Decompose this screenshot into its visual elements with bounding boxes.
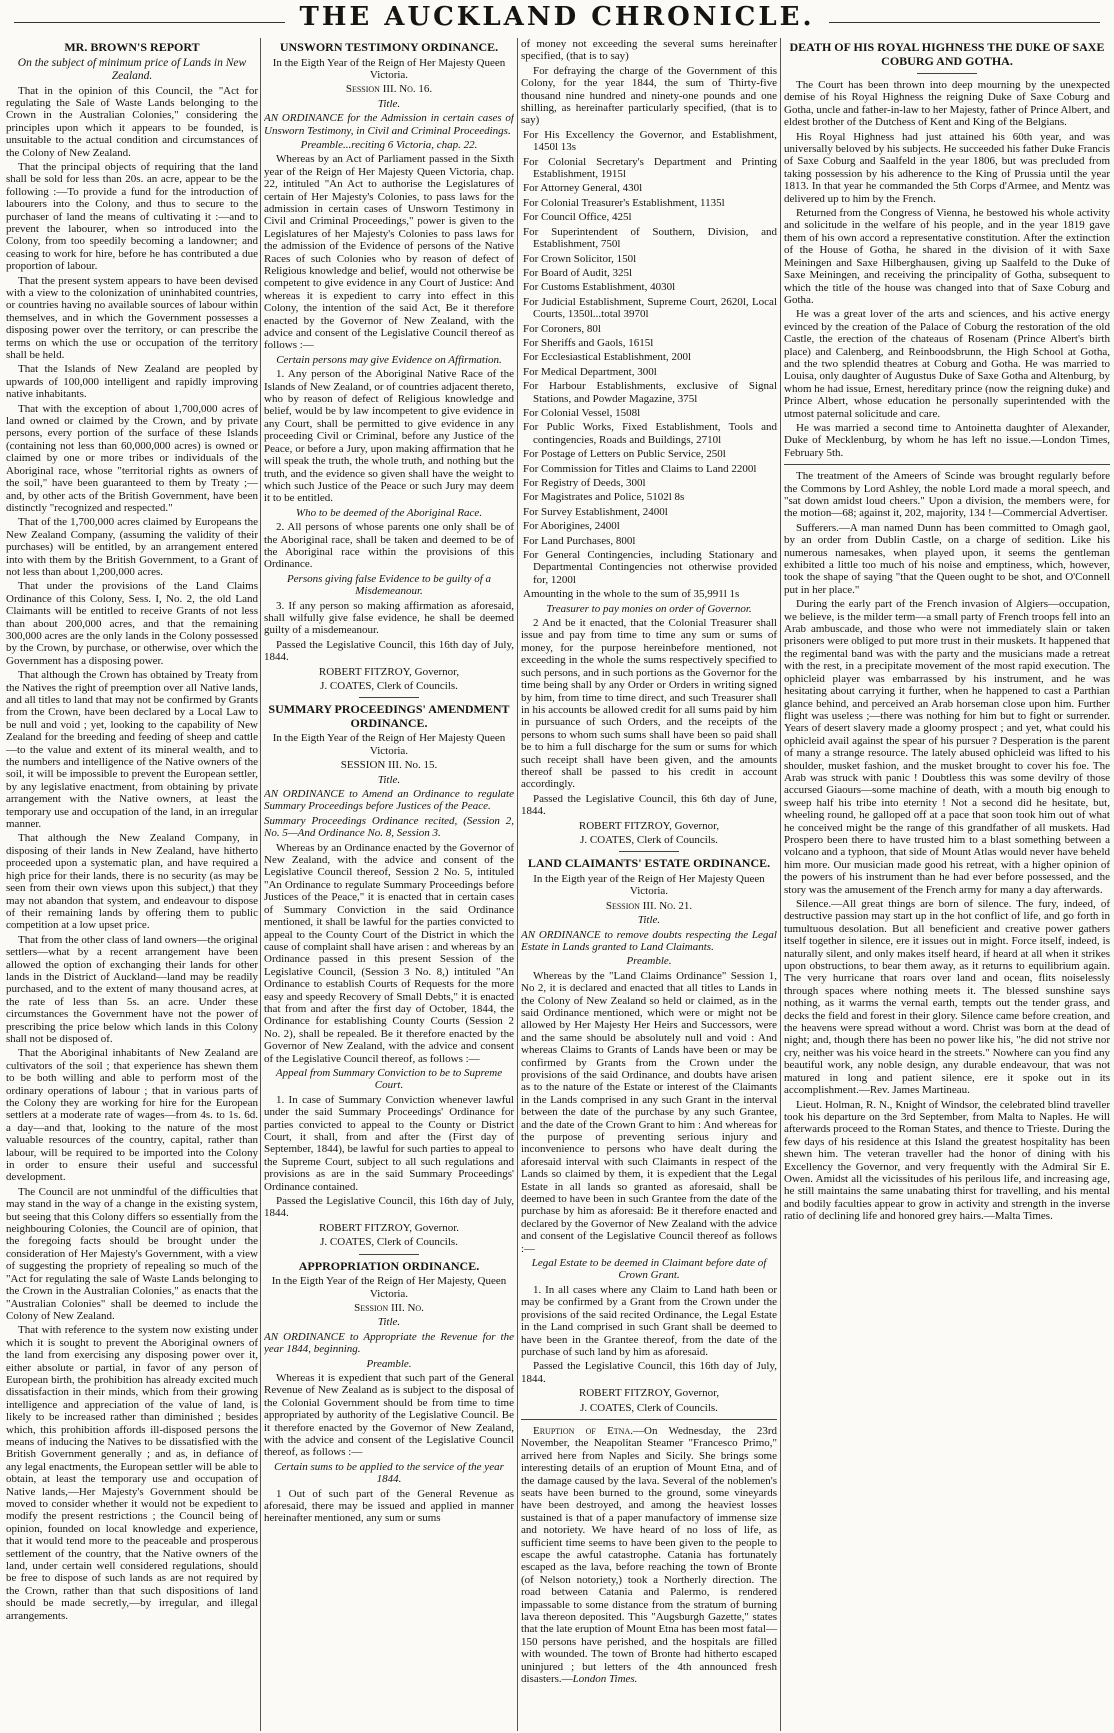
ordinance-section: 3. If any person so making affirmation as aforesaid, shall wilfully give false evidence, he shall be deemed guilty of a misdemeanour. [264,599,514,637]
column-4 [784,38,1110,1731]
news-item-headline: Eruption of Etna. [533,1424,633,1437]
report-paragraph: That the Islands of New Zealand are peopled by upwards of 100,000 intelligent and rapidly improving native inhabitants. [6,363,258,401]
appropriation-item: For General Contingencies, including Stationary and Departmental Contingencies not otherwise provided for, 1200l [523,549,777,586]
ordinance-description: AN ORDINANCE to Amend an Ordinance to regulate Summary Proceedings before Justices of the Peace. [264,788,514,813]
article-paragraph: Silence.—All great things are born of silence. The fury, indeed, of destructive passion may start up in the hot conflict of life, and go forth in tumultuous desolation. But all beneficient and creative power gathers itself together in silence, ere it issues out in might. Force itself, indeed, is naturally silent, and only makes itself heard, if heard at all when it strikes upon obstructions, to bear them away, as it returns to equilibrium again. The very hurricane that roars over land and ocean, flits noiselessly through spaces where nothing meets it. The blessed sunshine says nothing, as it warms the vernal earth, tempts out the tender grass, and decks the field and forest in their glory. Silence came before creation, and the heavens were spread without a word. Christ was born at the dead of night; and, though there has been no power like his, "he did not strive nor cry, neither was his voice heard in the streets." Nowhere can you find any beautiful work, any noble design, any durable endeavour, that was not matured in long and patient silence, ere it spoke out in its accomplishment.—Rev. James Martineau. [784,898,1110,1097]
article-paragraph: He was a great lover of the arts and sciences, and his active energy evinced by the creation of the Palace of Coburg the restoration of the old Castle, the erection of the chateaus of Rosenam (Prince Albert's birth place) and Calenberg, and Reinboodsbrunn, the High School at Gotha, and the two splendid theatres at Coburg and Gotha. He was married to Louisa, only daughter of Augustus Duke of Saxe Gotha and Altenburg, by whom he had issue, Ernest, hereditary prince (now the reigning duke) and Prince Albert, whose education he personally superintended with the utmost paternal solicitude and care. [784,308,1110,420]
ordinance-section: 1. Any person of the Aboriginal Native Race of the Islands of New Zealand, or of countries adjacent thereto, who by reason of defect of Religious knowledge and belief, would be by law incompetent to give evidence in any Court, shall be permitted to give evidence in any proceeding Civil or Criminal, before any Justice of the Peace, or before a Jury, upon making affirmation that he will speak the truth, the whole truth, and nothing but the truth, and the evidence so given shall have the weight to which such Justice of the Peace or such Jury may deem it to be entitled. [264,368,514,505]
newspaper-title: THE AUCKLAND CHRONICLE. [285,2,828,32]
ordinance-section: 2. All persons of whose parents one only shall be of the Aboriginal race, shall be taken and deemed to be of the Aboriginal race within the provisions of this Ordinance. [264,521,514,571]
report-heading: MR. BROWN'S REPORT [64,40,200,54]
report-paragraph: That although the Crown has obtained by Treaty from the Natives the right of preemption over all Native lands, and all titles to land that may not be confirmed by Grants from the Crown, have been declared by a Local Law to be null and void ; yet, looking to the capability of New Zealand for the breeding and feeding of sheep and cattle—to the value and extent of its mineral wealth, and to the numbers and intelligence of the Native owners of the soil, it will be impossible to prevent the European settler, by any legislative enactment, from obtaining by private arrangement with the Native owners, at least the temporary use and occupation of the land, in an irregular manner. [6,669,258,831]
section-rule [619,851,679,852]
ordinance-description: AN ORDINANCE for the Admission in certain cases of Unsworn Testimony, in Civil and Criminal Proceedings. [264,112,514,137]
signature-governor: ROBERT FITZROY, Governor, [318,665,460,678]
signature-governor: ROBERT FITZROY, Governor, [578,819,720,832]
ordinance-passed: Passed the Legislative Council, this 16th day of July, 1844. [264,1195,514,1220]
ordinance-description: AN ORDINANCE to Appropriate the Revenue for the year 1844, beginning. [264,1330,514,1356]
article-paragraph: His Royal Highness had just attained his 60th year, and was universally beloved by his subjects. He succeeded his father Duke Francis of Saxe Coburg and Saalfeld in the year 1806, but was precluded from taking possession by his adherence to the King of Prussia until the year 1813. In that year he commanded the 5th Corps d'Armee, and Mentz was delivered up to him by the French. [784,130,1110,205]
signature-clerk: J. COATES, Clerk of Councils. [320,680,458,692]
appropriation-item: For Council Office, 425l [523,211,632,224]
ordinance-subheading: Who to be deemed of the Aboriginal Race. [295,506,483,519]
report-paragraph: That the principal objects of requiring that the land shall be sold for less than 20s. an acre, appear to be the following :—To provide a fund for the introduction of labourers into the Colony, and thus to secure to the purchaser of land the means of cultivating it :—and to prevent the labourer, when so introduced into the Colony, from too speedily becoming a landowner; and ceasing to work for hire, before he has contributed a due proportion of labour. [6,160,258,273]
appropriation-item: For Crown Solicitor, 150l [523,252,637,265]
appropriation-item: For His Excellency the Governor, and Establishment, 1450l 13s [523,128,777,154]
report-subheading: On the subject of minimum price of Lands in New Zealand. [17,56,247,82]
appropriation-item: For Board of Audit, 325l [523,266,633,279]
ordinance-reign: In the Eigth Year of the Reign of Her Majesty Queen Victoria. [272,56,506,81]
article-paragraph: The Court has been thrown into deep mourning by the unexpected demise of his Royal Highness the reigning Duke of Saxe Coburg and Gotha, uncle and father-in-law to her Majesty, father of Prince Albert, and eldest brother of the Dutchess of Kent and King of the Belgians. [784,79,1110,129]
ordinance-title-label: Title. [377,1316,401,1329]
appropriation-item: For Superintendent of Southern, Division, and Establishment, 750l [523,225,777,251]
ordinance-passed: Passed the Legislative Council, this 16th day of July, 1844. [264,638,514,664]
ordinance-subheading: Treasurer to pay monies on order of Governor. [546,602,752,615]
report-paragraph: That in the opinion of this Council, the "Act for regulating the Sale of Waste Lands belonging to the Crown in the Australian Colonies," considering the principles upon which it appears to be founded, is unsuitable to the actual condition and circumstances of the Colony of New Zealand. [6,84,258,159]
report-paragraph: That the present system appears to have been devised with a view to the colonization of uninhabited countries, or countries having no available sources of labour within themselves, and in which the Government possesses a disposing power over the territory, or can prescribe the terms on which the use or occupation of the territory shall be held. [6,274,258,362]
signature-clerk: J. COATES, Clerk of Councils. [580,833,718,846]
ordinance-preamble: Preamble. [626,955,672,968]
ordinance-title: LAND CLAIMANTS' ESTATE ORDINANCE. [527,856,771,871]
appropriation-item: For Colonial Treasurer's Establishment, 1135l [523,196,725,209]
ordinance-session: Session III. No. [354,1301,424,1314]
ordinance-section: 1. In all cases where any Claim to Land hath been or may be confirmed by a Grant from the Crown under the provisions of the said recited Ordinance, the Legal Estate in the Land comprised in such Grant shall be deemed to have been in the Grantee thereof, from the date of the purchase of such land by him as aforesaid. [521,1283,777,1358]
appropriation-item: For Customs Establishment, 4030l [523,281,676,294]
section-rule [917,73,977,74]
appropriation-total: Amounting in the whole to the sum of 35,991l 1s [523,588,740,601]
ordinance-section: 2 And be it enacted, that the Colonial Treasurer shall issue and pay from time to time any sum or sums of money, for the purpose hereinbefore mentioned, not exceeding in the whole the sums respectively specified to such persons, and in such portions as the Governor for the time being shall by any Order or Orders in writing signed by him, from time to time direct, and such Treasurer shall in his accounts be allowed credit for all sums paid by him in pursuance of such Orders, and the receipts of the persons to whom such sums shall have been so paid shall be to him a full discharge for the sum or sums for which such receipt shall have been given, and the amounts thereof shall be passed to his credit in account accordingly. [521,617,777,791]
ordinance-title-label: Title. [637,914,661,927]
ordinance-subheading: Persons giving false Evidence to be guilty of a Misdemeanour. [286,572,492,598]
ordinance-title: APPROPRIATION ORDINANCE. [298,1258,480,1273]
ordinance-passed: Passed the Legislative Council, this 6th day of June, 1844. [521,792,777,818]
report-paragraph: The Council are not unmindful of the difficulties that may stand in the way of a change in the existing system, but seeing that this Colony differs so essentially from the neighbouring Colonies, the Council are of opinion, that the foregoing facts should be brought under the consideration of Her Majesty's Government, with a view of suggesting the propriety of repealing so much of the "Act for regulating the sale of Waste Lands belonging to the Crown in the Australian Colonies," as enacts that the "Australian Colonies" shall be deemed to include the Colony of New Zealand. [6,1185,258,1322]
appropriation-item: For Coroners, 80l [523,322,601,335]
ordinance-description: AN ORDINANCE to remove doubts respecting the Legal Estate in Lands granted to Land Claimants. [521,928,777,953]
ordinance-title-label: Title. [377,97,401,110]
ordinance-session: Session III. No. 16. [345,83,433,96]
column-2 [264,38,514,1731]
ordinance-body: Whereas by an Ordinance enacted by the Governor of New Zealand, with the advice and consent of the Legislative Council thereof, Session 2 No. 5, intituled "An Ordinance to regulate Summary Proceedings before Justices of the Peace," it is enacted that in certain cases of Summary Conviction in the said Ordinance mentioned, it shall be lawful for the parties convicted to appeal to the County Court of the District in which the cause of complaint shall have arisen : and whereas by an Ordinance passed in this present Session of the Legislative Council, (Session 3 No. 8,) intituled "An Ordinance to establish Courts of Requests for the more easy and speedy Recovery of Small Debts," it is enacted that from and after the first day of October, 1844, the Ordinance for establishing County Courts (Session 2 No. 2), shall be repealed. Be it therefore enacted by the Governor of New Zealand, with the advice and consent of the Legislative Council thereof, as follows :— [264,841,514,1065]
ordinance-passed: Passed the Legislative Council, this 16th day of July, 1844. [521,1360,777,1385]
appropriation-item: For Sheriffs and Gaols, 1615l [523,336,654,349]
section-rule [359,697,419,698]
news-item-etna: Eruption of Etna.—On Wednesday, the 23rd November, the Neapolitan Steamer "Francesco Primo," arrived here from Naples and Sicily. She brings some interesting details of an eruption of Mount Etna, and of the damage caused by the lava. Several of the noblemen's seats have been burned to the ground, some vineyards have been destroyed, and among the heaviest losses sustained is that of a paper manufactory of immense size and notoriety. We have heard of no loss of life, as sufficient time seems to have been given to the people to escape the awful catastrophe. Catania has fortunately escaped as the lava, before reaching the town of Bronte (of Nelson notoriety,) took a Northerly direction. The road between Catania and Palermo, is rendered impassable to some distance from the stratum of burning lava thereon deposited. This "Augsburgh Gazette," states that the late eruption of Mount Etna has been most fatal—150 persons have perished, and the hospitals are filled with wounded. The town of Bronte had hitherto escaped uninjured ; but letters of the 4th announced fresh disasters.—London Times. [521,1424,777,1686]
appropriation-item: For Ecclesiastical Establishment, 200l [523,351,692,364]
appropriation-item: For Land Purchases, 800l [523,534,636,547]
appropriation-item: For Commission for Titles and Claims to Land 2200l [523,462,757,475]
news-item-body: On Wednesday, the 23rd November, the Neapolitan Steamer "Francesco Primo," arrived here from Naples and Sicily. She brings some interesting details of an eruption of Mount Etna, and of the damage caused by the lava. Several of the noblemen's seats have been burned to the ground, some vineyards have been destroyed, and among the heaviest losses sustained is that of a paper manufactory of immense size and notoriety. We have heard of no loss of life, as sufficient time seems to have been given to the people to escape the awful catastrophe. Catania has fortunately escaped as the lava, before reaching the town of Bronte (of Nelson notoriety,) took a Northerly direction. The road between Catania and Palermo, is rendered impassable to some distance from the stratum of burning lava thereon deposited. This "Augsburgh Gazette," states that the late eruption of Mount Etna has been most fatal—150 persons have perished, and the hospitals are filled with wounded. The town of Bronte had hitherto escaped uninjured ; but letters of the 4th announced fresh disasters. [521,1424,777,1686]
column-divider [780,38,781,1731]
report-paragraph: That under the provisions of the Land Claims Ordinance of this Colony, Sess. I, No. 2, the old Land Claimants will be entitled to receive Grants of not less than about 200,000 acres, and that the remaining 300,000 acres are the only lands in the Colony possessed by the Crown, by purchase, or otherwise, over which the Government has a disposing power. [6,580,258,667]
appropriation-continued: For defraying the charge of the Government of this Colony, for the year 1844, the sum of Thirty-five thousand nine hundred and ninety-one pounds and one shilling, as hereinafter particularly specified, (that is to say) [521,64,777,127]
column-3 [521,38,777,1731]
ordinance-session: Session III. No. 21. [605,899,693,912]
ordinance-body: Whereas it is expedient that such part of the General Revenue of New Zealand as is subject to the disposal of the Colonial Government should be from time to time appropriated by authority of the Legislative Council. Be it therefore enacted by the Governor of New Zealand, with the advice and consent of the Legislative Council thereof, as follows :— [264,1372,514,1459]
ordinance-title: SUMMARY PROCEEDINGS' AMENDMENT ORDINANCE. [268,702,510,730]
article-paragraph: During the early part of the French invasion of Algiers—occupation, we believe, is the milder term—a small party of French troops fell into an Arab ambuscade, and those who were not immediately slain or taken prisoners were obliged to put more trust in their muskets. It happened that the regimental band was with the party and the musicians made a retreat with the rest, in a precipitate movement of the most rapid execution. The ophicleid player was embarrassed by his instrument, and he was hesitating about carrying it further, when he happened to cast a Parthian glance behind, and perceived an Arab horseman close upon him. Further flight was useless ;—there was nothing for him but to fight or surrender. Years of desert slavery made a gloomy prospect ; and yet, what could his ophicleid avail against the spear of his pursuer ? Desperation is the parent of many a strange resource. The lately abused ophicleid was lifted to his shoulder, musket fashion, and the musket brought to cover his foe. The Arab was struck with panic ! Doubtless this was some devilry of those accursed Giaours—some machine of death, with a mouth big enough to sweep half his tribe into eternity ! Not a second did he hesitate, but, wheeling round, he galloped off at a pace that soon took him out of what he conceived might be the range of this grandfather of all muskets. Had Prospero been there to have trusted him to a blast something between a volcano and a typhoon, that side of Mount Atlas would never have beheld him more. Our musician made good his retreat, with a higher opinion of the powers of his instrument than he had ever before possessed, and the story was the amusement of the French army for many a day afterwards. [784,598,1110,896]
article-paragraph: Returned from the Congress of Vienna, he bestowed his whole activity and solicitude in the welfare of his people, and in the year 1819 gave them of his own accord a representative constitution. After the extinction of the House of Gotha, he shared in the division of it with Saxe Meiningen and Saxe Hilberghausen, giving up Saalfeld to the Duke of Saxe Meiningen, and receiving the principality of Gotha, subsequent to which the title of the house was changed into that of Saxe Coburg and Gotha. [784,207,1110,306]
article-paragraph: Lieut. Holman, R. N., Knight of Windsor, the celebrated blind traveller took his departure on the 3rd September, from Malta to Naples. He will afterwards proceed to the Roman States, and thence to Trieste. During the few days of his residence at this Island the greatest hospitality has been shewn him. The veteran traveller had the honor of dining with his Excellency the Governor, and very frequently with the Admiral Sir E. Owen. Amidst all the vicissitudes of his perilous life, and increasing age, he still maintains the same unabating thirst for travelling, and his mental and bodily faculties appear to grow in activity and strength in the inverse ratio of declining life and honored grey hairs.—Malta Times. [784,1098,1110,1223]
report-paragraph: That although the New Zealand Company, in disposing of their lands in New Zealand, have hitherto proceeded upon a systematic plan, and have required a high price for their lands, there is no security (as may be seen from their own views upon this subject,) that they may not abandon that system, and endeavour to dispose of their remaining lands by offering them to public competition at a low upset price. [6,832,258,932]
signature-governor: ROBERT FITZROY, Governor, [578,1387,720,1400]
article-heading: DEATH OF HIS ROYAL HIGHNESS THE DUKE OF SAXE COBURG AND GOTHA. [789,40,1105,68]
column-divider [517,38,518,1731]
report-paragraph: That from the other class of land owners—the original settlers—what by a recent arrangement have been allowed the option of exchanging their lands for other lands in the District of Auckland—land may be readily purchased, and to the extent of many thousand acres, at the rate of less than 5s. an acre. Under these circumstances the Government have not the power of prescribing the price below which lands in this Colony shall not be disposed of. [6,933,258,1045]
appropriation-item: For Registry of Deeds, 300l [523,477,646,489]
appropriation-item: For Postage of Letters on Public Service, 250l [523,448,726,461]
ordinance-subheading: Legal Estate to be deemed in Claimant before date of Crown Grant. [531,1257,767,1282]
appropriation-item: For Colonial Vessel, 1508l [523,406,641,419]
appropriation-item: For Colonial Secretary's Department and Printing Establishment, 1915l [523,155,777,181]
article-paragraph: He was married a second time to Antoinetta daughter of Alexander, Duke of Mecklenburg, by whom he has left no issue.—London Times, February 5th. [784,421,1110,459]
news-item-source: London Times. [572,1673,638,1686]
appropriation-item: For Aborigines, 2400l [523,520,620,533]
appropriation-item: For Public Works, Fixed Establishment, Tools and contingencies, Roads and Buildings, 2710l [523,421,777,446]
signature-clerk: J. COATES, Clerk of Councils. [580,1401,718,1414]
ordinance-body: Whereas by an Act of Parliament passed in the Sixth year of the Reign of Her Majesty Queen Victoria, chap. 22, intituled "An Act to authorise the Legislatures of certain of Her Majesty's Colonies, to pass laws for the admission in certain cases of Unsworn Testimony in Civil and Criminal Proceedings," power is given to the Legislatures of her Majesty's Colonies to pass laws for the admission of the Evidence of persons of the Native Races of such Colonies who by reason of defect of Religious knowledge and belief, would not otherwise be competent to give evidence in any Court of Justice: And whereas it is expedient to carry into effect in this Colony, the intention of the said Act, Be it therefore enacted by the Governor of New Zealand, with the advice and consent of the Legislative Council thereof as follows :— [264,153,514,352]
ordinance-reign: In the Eigth Year of the Reign of Her Majesty Queen Victoria. [272,732,506,757]
appropriation-item: For Judicial Establishment, Supreme Court, 2620l, Local Courts, 1350l...total 3970l [523,295,777,321]
ordinance-subheading: Certain persons may give Evidence on Affirmation. [276,353,502,366]
ordinance-reign: In the Eigth Year of the Reign of Her Majesty, Queen Victoria. [271,1275,507,1300]
ordinance-body: Whereas by the "Land Claims Ordinance" Session 1, No 2, it is declared and enacted that all titles to Lands in the Colony of New Zealand so held or claimed, as in the said Ordinance mentioned, which were or might not be allowed by Her Majesty Her Heirs and Successors, were and the same should be absolutely null and void : And whereas Claims to Grants of Lands have been or may be confirmed by Grants from the Crown under the provisions of the said Ordinance, and doubts have arisen as to the nature of the Estate or interest of the Claimants in the Lands comprised in any such Grant in the interval between the date of the purchase by any such Grantee, and the date of the Crown Grant to him : And whereas for the purpose of preventing serious injury and inconvenience to persons who have dealt during the aforesaid interval with such Claimants in respect of the Lands so claimed by them, it is expedient that the Legal Estate in all lands so granted as aforesaid, shall be deemed to have been in such Grantee from the date of the purchase by him as aforesaid: Be it therefore enacted and declared by the Governor of New Zealand with the advice and consent of the Legislative Council thereof as follows :— [521,969,777,1255]
article-paragraph: Sufferers.—A man named Dunn has been committed to Omagh gaol, by an order from Dublin Castle, on a charge of sedition. Like his numerous namesakes, when played upon, it seems the gentleman exhibited a little too much of his noise and emptiness, which, however, took the shape of saying "that the Queen ought to be shot, and O'Connell put in her place." [784,521,1110,596]
appropriation-item: For Magistrates and Police, 5102l 8s [523,491,685,504]
report-paragraph: That of the 1,700,000 acres claimed by Europeans the New Zealand Company, (assuming the validity of their purchases) will be entitled, by an arrangement entered into with them by the British Government, to a Grant of not less than about 1,200,000 acres. [6,516,258,578]
appropriation-item: For Medical Department, 300l [523,365,657,378]
section-rule [521,1419,777,1420]
appropriation-continued: of money not exceeding the several sums hereinafter specified, (that is to say) [521,38,777,63]
ordinance-preamble: Summary Proceedings Ordinance recited, (Session 2, No. 5—And Ordinance No. 8, Session 3. [264,814,514,840]
ordinance-section: 1. In case of Summary Conviction whenever lawful under the said Summary Proceedings' Ordinance for parties convicted to appeal to the County or District Court, it shall, from and after the (First day of September, 1844), be lawful for such parties to appeal to the Supreme Court, subject to all such regulations and provisions as are in the said Summary Proceedings' Ordinance contained. [264,1093,514,1193]
section-rule [784,464,1110,465]
appropriation-item: For Harbour Establishments, exclusive of Signal Stations, and Powder Magazine, 375l [523,380,777,405]
ordinance-title: UNSWORN TESTIMONY ORDINANCE. [279,40,499,54]
masthead [0,0,1114,34]
column-1 [6,38,258,1731]
ordinance-subheading: Appeal from Summary Conviction to be to Supreme Court. [275,1066,503,1092]
ordinance-title-label: Title. [377,773,401,786]
column-divider [260,38,261,1731]
report-paragraph: That with the exception of about 1,700,000 acres of land owned or claimed by the Crown, and by private persons, every portion of the surface of these Islands (containing not less than 60,000,000 acres) is owned or claimed by one or more tribes or individuals of the Aboriginal race, whose "territorial rights as owners of the soil," have been guaranteed to them by Treaty ;—and, by other acts of the British Government, have been distinctly "recognized and respected." [6,402,258,514]
ordinance-subheading: Certain sums to be applied to the service of the year 1844. [274,1460,504,1486]
ordinance-section: 1 Out of such part of the General Revenue as aforesaid, there may be issued and applied in manner hereinafter mentioned, any sum or sums [264,1487,514,1525]
ordinance-preamble: Preamble...reciting 6 Victoria, chap. 22. [300,138,478,151]
report-paragraph: That with reference to the system now existing under which it is sought to prevent the Aboriginal owners of the land from exercising any disposing power over it, either absolute or partial, in favor of any person of European birth, the prohibition has already excited much dissatisfaction in their minds, which from their growing intelligence and appreciation of the value of land, is likely to be increased rather than diminished ; besides which, this prohibition affords ill-disposed persons the means of inducing the Natives to be dissatisfied with the British Government generally ; and as, in defiance of any legal enactments, the European settler will be able to obtain, at least the temporary use and occupation of Native lands,—Her Majesty's Government should be moved to consider whether it would not be expedient to modify the present restrictions ; the Council being of opinion, founded on local knowledge and experience, that it would tend more to the peaceable and prosperous settlement of the country, that the Native owners of the land, under certain well considered regulations, should be free to dispose of such lands as are not required by the Crown, rather than that such dispositions of land should be made secretly,—by irregular, and illegal arrangements. [6,1324,258,1622]
appropriation-item: For Attorney General, 430l [523,182,643,195]
signature-governor: ROBERT FITZROY, Governor. [318,1221,460,1234]
appropriation-item: For Survey Establishment, 2400l [523,505,668,518]
ordinance-session: SESSION III. No. 15. [340,759,438,772]
signature-clerk: J. COATES, Clerk of Councils. [320,1236,458,1249]
report-paragraph: That the Aboriginal inhabitants of New Zealand are cultivators of the soil ; that experience has shewn them to be both willing and able to perform most of the ordinary operations of labour ; that in various parts of the Colony they are working for hire for the European settlers at a moderate rate of wages—from 4s. to 1s. 6d. a day—and that, looking to the nature of the most valuable resources of the country, capital, rather than labour, will be required to be imported into the Colony in order to ensure their useful and successful development. [6,1047,258,1184]
article-paragraph: The treatment of the Ameers of Scinde was brought regularly before the Commons by Lord Ashley, the noble Lord made a moral speech, and "sat down amidst loud cheers." Upon a division, the members were, for the motion—68; against it, 202, majority, 134 !—Commercial Advertiser. [784,470,1110,520]
ordinance-reign: In the Eigth year of the Reign of Her Majesty Queen Victoria. [533,872,765,898]
ordinance-preamble: Preamble. [366,1357,412,1370]
section-rule [359,1254,419,1255]
